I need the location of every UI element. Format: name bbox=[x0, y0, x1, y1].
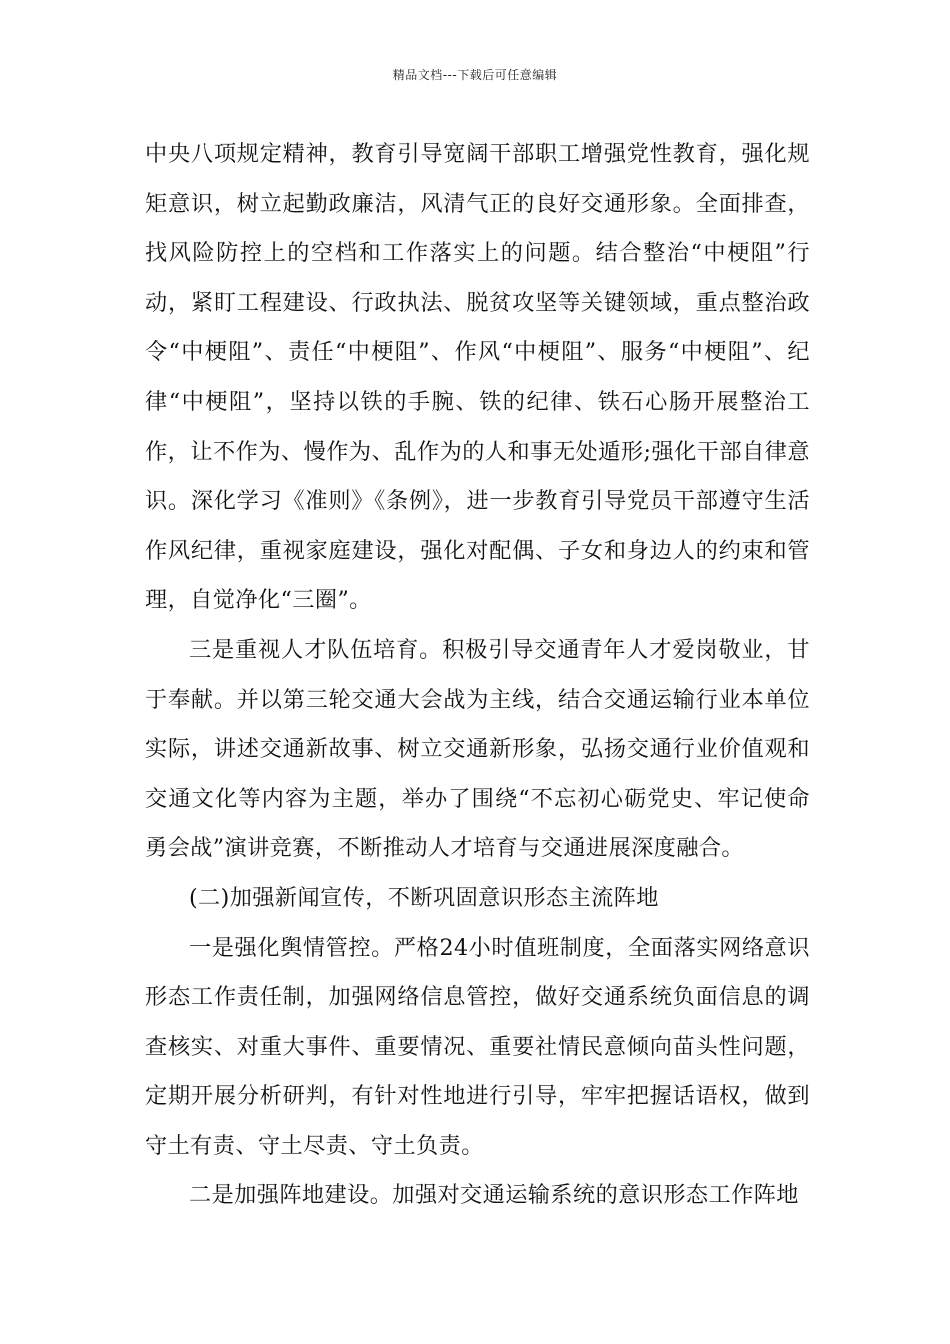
page-header: 精品文档---下载后可任意编辑 bbox=[392, 68, 558, 82]
paragraph-3: 一是强化舆情管控。严格24小时值班制度，全面落实网络意识形态工作责任制，加强网络信息管控，做好交通系统负面信息的调查核实、对重大事件、重要情况、重要社情民意倾向苗头性问题，定期开展分析研判，有针对性地进行引导，牢牢把握话语权，做到守土有责、守土尽责、守土负责。 bbox=[145, 934, 810, 1159]
section-heading: (二)加强新闻宣传，不断巩固意识形态主流阵地 bbox=[189, 884, 659, 911]
paragraph-4: 二是加强阵地建设。加强对交通运输系统的意识形态工作阵地 bbox=[189, 1182, 799, 1209]
paragraph-1: 中央八项规定精神，教育引导宽阔干部职工增强党性教育，强化规矩意识，树立起勤政廉洁，风清气正的良好交通形象。全面排查，找风险防控上的空档和工作落实上的问题。结合整治“中梗阻”行动，紧盯工程建设、行政执法、脱贫攻坚等关键领域，重点整治政令“中梗阻”、责任“中梗阻”、作风“中梗阻”、服务“中梗阻”、纪律“中梗阻”，坚持以铁的手腕、铁的纪律、铁石心肠开展整治工作，让不作为、慢作为、乱作为的人和事无处遁形;强化干部自律意识。深化学习《准则》《条例》，进一步教育引导党员干部遵守生活作风纪律，重视家庭建设，强化对配偶、子女和身边人的约束和管理，自觉净化“三圈”。 bbox=[145, 141, 810, 614]
paragraph-2: 三是重视人才队伍培育。积极引导交通青年人才爱岗敬业，甘于奉献。并以第三轮交通大会战为主线，结合交通运输行业本单位实际，讲述交通新故事、树立交通新形象，弘扬交通行业价值观和交通文化等内容为主题，举办了围绕“不忘初心砺党史、牢记使命勇会战”演讲竞赛，不断推动人才培育与交通进展深度融合。 bbox=[145, 636, 810, 862]
document-body bbox=[145, 130, 810, 1221]
